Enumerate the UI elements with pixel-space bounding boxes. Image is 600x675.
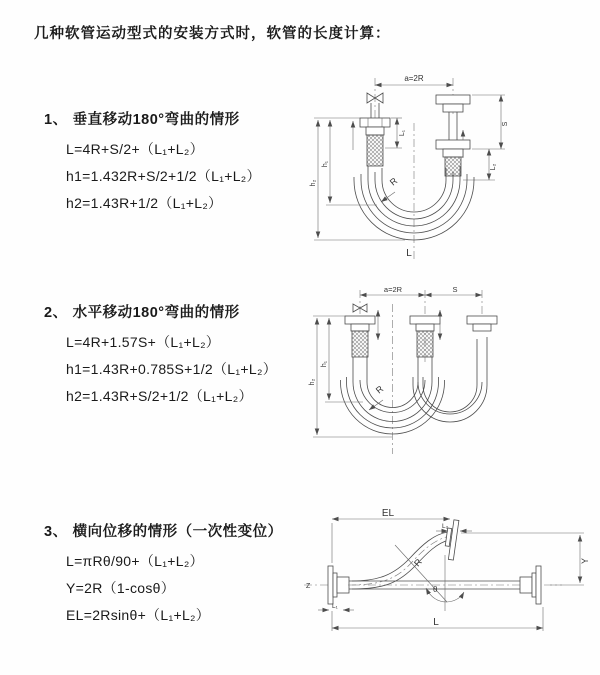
radius-label: R <box>387 175 400 188</box>
fitting-collar <box>443 149 463 157</box>
hex-fitting <box>436 140 470 149</box>
hose-curve <box>352 540 449 589</box>
dim-label-a2r: a=2R <box>404 74 424 83</box>
section-2-heading <box>44 301 314 322</box>
hex-fitting <box>360 118 390 127</box>
dim-label-l1: L₁ <box>332 603 338 610</box>
hex-fitting <box>345 316 375 324</box>
length-label: L <box>406 248 412 259</box>
formula-line: h2=1.43R+S/2+1/2（L₁+L₂） <box>66 388 253 404</box>
dim-label-h1: h₁ <box>322 160 329 168</box>
dim-label-l2: L₂ <box>442 523 449 530</box>
formula-line: L=πRθ/90+（L₁+L₂） <box>66 553 204 569</box>
dim-label-s: S <box>502 121 509 127</box>
dim-label-h1: h₁ <box>321 360 328 368</box>
fitting-collar <box>366 127 384 135</box>
section-2-title: 水平移动180°弯曲的情形 <box>72 305 240 321</box>
diagram-horizontal-180-bend <box>305 282 595 462</box>
flange-plate <box>536 566 541 604</box>
section-vertical-bend <box>44 108 314 222</box>
z-mark: Z <box>306 583 311 590</box>
hex-fitting <box>337 577 349 593</box>
diagram-lateral-displacement <box>298 503 598 648</box>
hose-braid <box>352 331 368 357</box>
section-1-title: 垂直移动180°弯曲的情形 <box>72 112 240 128</box>
hose-braid <box>417 331 433 357</box>
section-3-number: 3、 <box>44 524 68 540</box>
dim-label-h2: h₂ <box>309 378 316 386</box>
page-title: 几种软管运动型式的安装方式时，软管的长度计算： <box>34 26 391 42</box>
hose-braid <box>367 135 383 166</box>
diagram-vertical-180-bend <box>305 68 595 268</box>
hex-fitting <box>520 577 532 593</box>
fitting-collar <box>443 104 463 112</box>
dim-label-l1: L₁ <box>399 129 406 137</box>
angle-line <box>395 545 447 602</box>
section-horizontal-bend <box>44 301 314 415</box>
dim-label-l2: L₂ <box>490 163 497 171</box>
radius-label: R <box>412 556 424 569</box>
formula-line: L=4R+1.57S+（L₁+L₂） <box>66 334 221 350</box>
hex-fitting <box>410 316 440 324</box>
hose-arc <box>418 382 482 414</box>
section-2-number: 2、 <box>44 305 68 321</box>
hose-curve <box>352 532 448 581</box>
section-3-heading <box>44 520 314 541</box>
hex-fitting <box>467 316 497 324</box>
hex-fitting <box>436 95 470 104</box>
flange-plate <box>532 573 536 597</box>
dim-label-a2r: a=2R <box>383 285 403 294</box>
formula-line: EL=2Rsinθ+（L₁+L₂） <box>66 607 211 623</box>
dim-label-s: S <box>452 285 458 294</box>
section-lateral-displacement <box>44 520 314 634</box>
fitting-collar <box>473 324 491 331</box>
hose-centerline <box>348 536 450 585</box>
section-1-number: 1、 <box>44 112 68 128</box>
dim-label-y: Y <box>580 557 590 565</box>
section-1-heading <box>44 108 314 129</box>
fitting-collar <box>351 324 369 331</box>
formula-line: h1=1.43R+0.785S+1/2（L₁+L₂） <box>66 361 277 377</box>
formula-line: h1=1.432R+S/2+1/2（L₁+L₂） <box>66 168 261 184</box>
length-label: L <box>433 617 439 628</box>
formula-line: h2=1.43R+1/2（L₁+L₂） <box>66 195 223 211</box>
flange-plate <box>328 566 333 604</box>
formula-line: Y=2R（1-cosθ） <box>66 580 176 596</box>
leader-arrow <box>381 192 395 202</box>
fitting-collar <box>416 324 434 331</box>
section-3-title: 横向位移的情形（一次性变位） <box>72 524 283 540</box>
angle-label: θ <box>433 585 438 594</box>
angle-arc <box>447 592 464 602</box>
radius-label: R <box>373 383 386 396</box>
dim-label-el: EL <box>381 508 395 519</box>
formula-line: L=4R+S/2+（L₁+L₂） <box>66 141 204 157</box>
flange-plate <box>333 573 337 597</box>
dim-label-h2: h₂ <box>310 179 317 187</box>
